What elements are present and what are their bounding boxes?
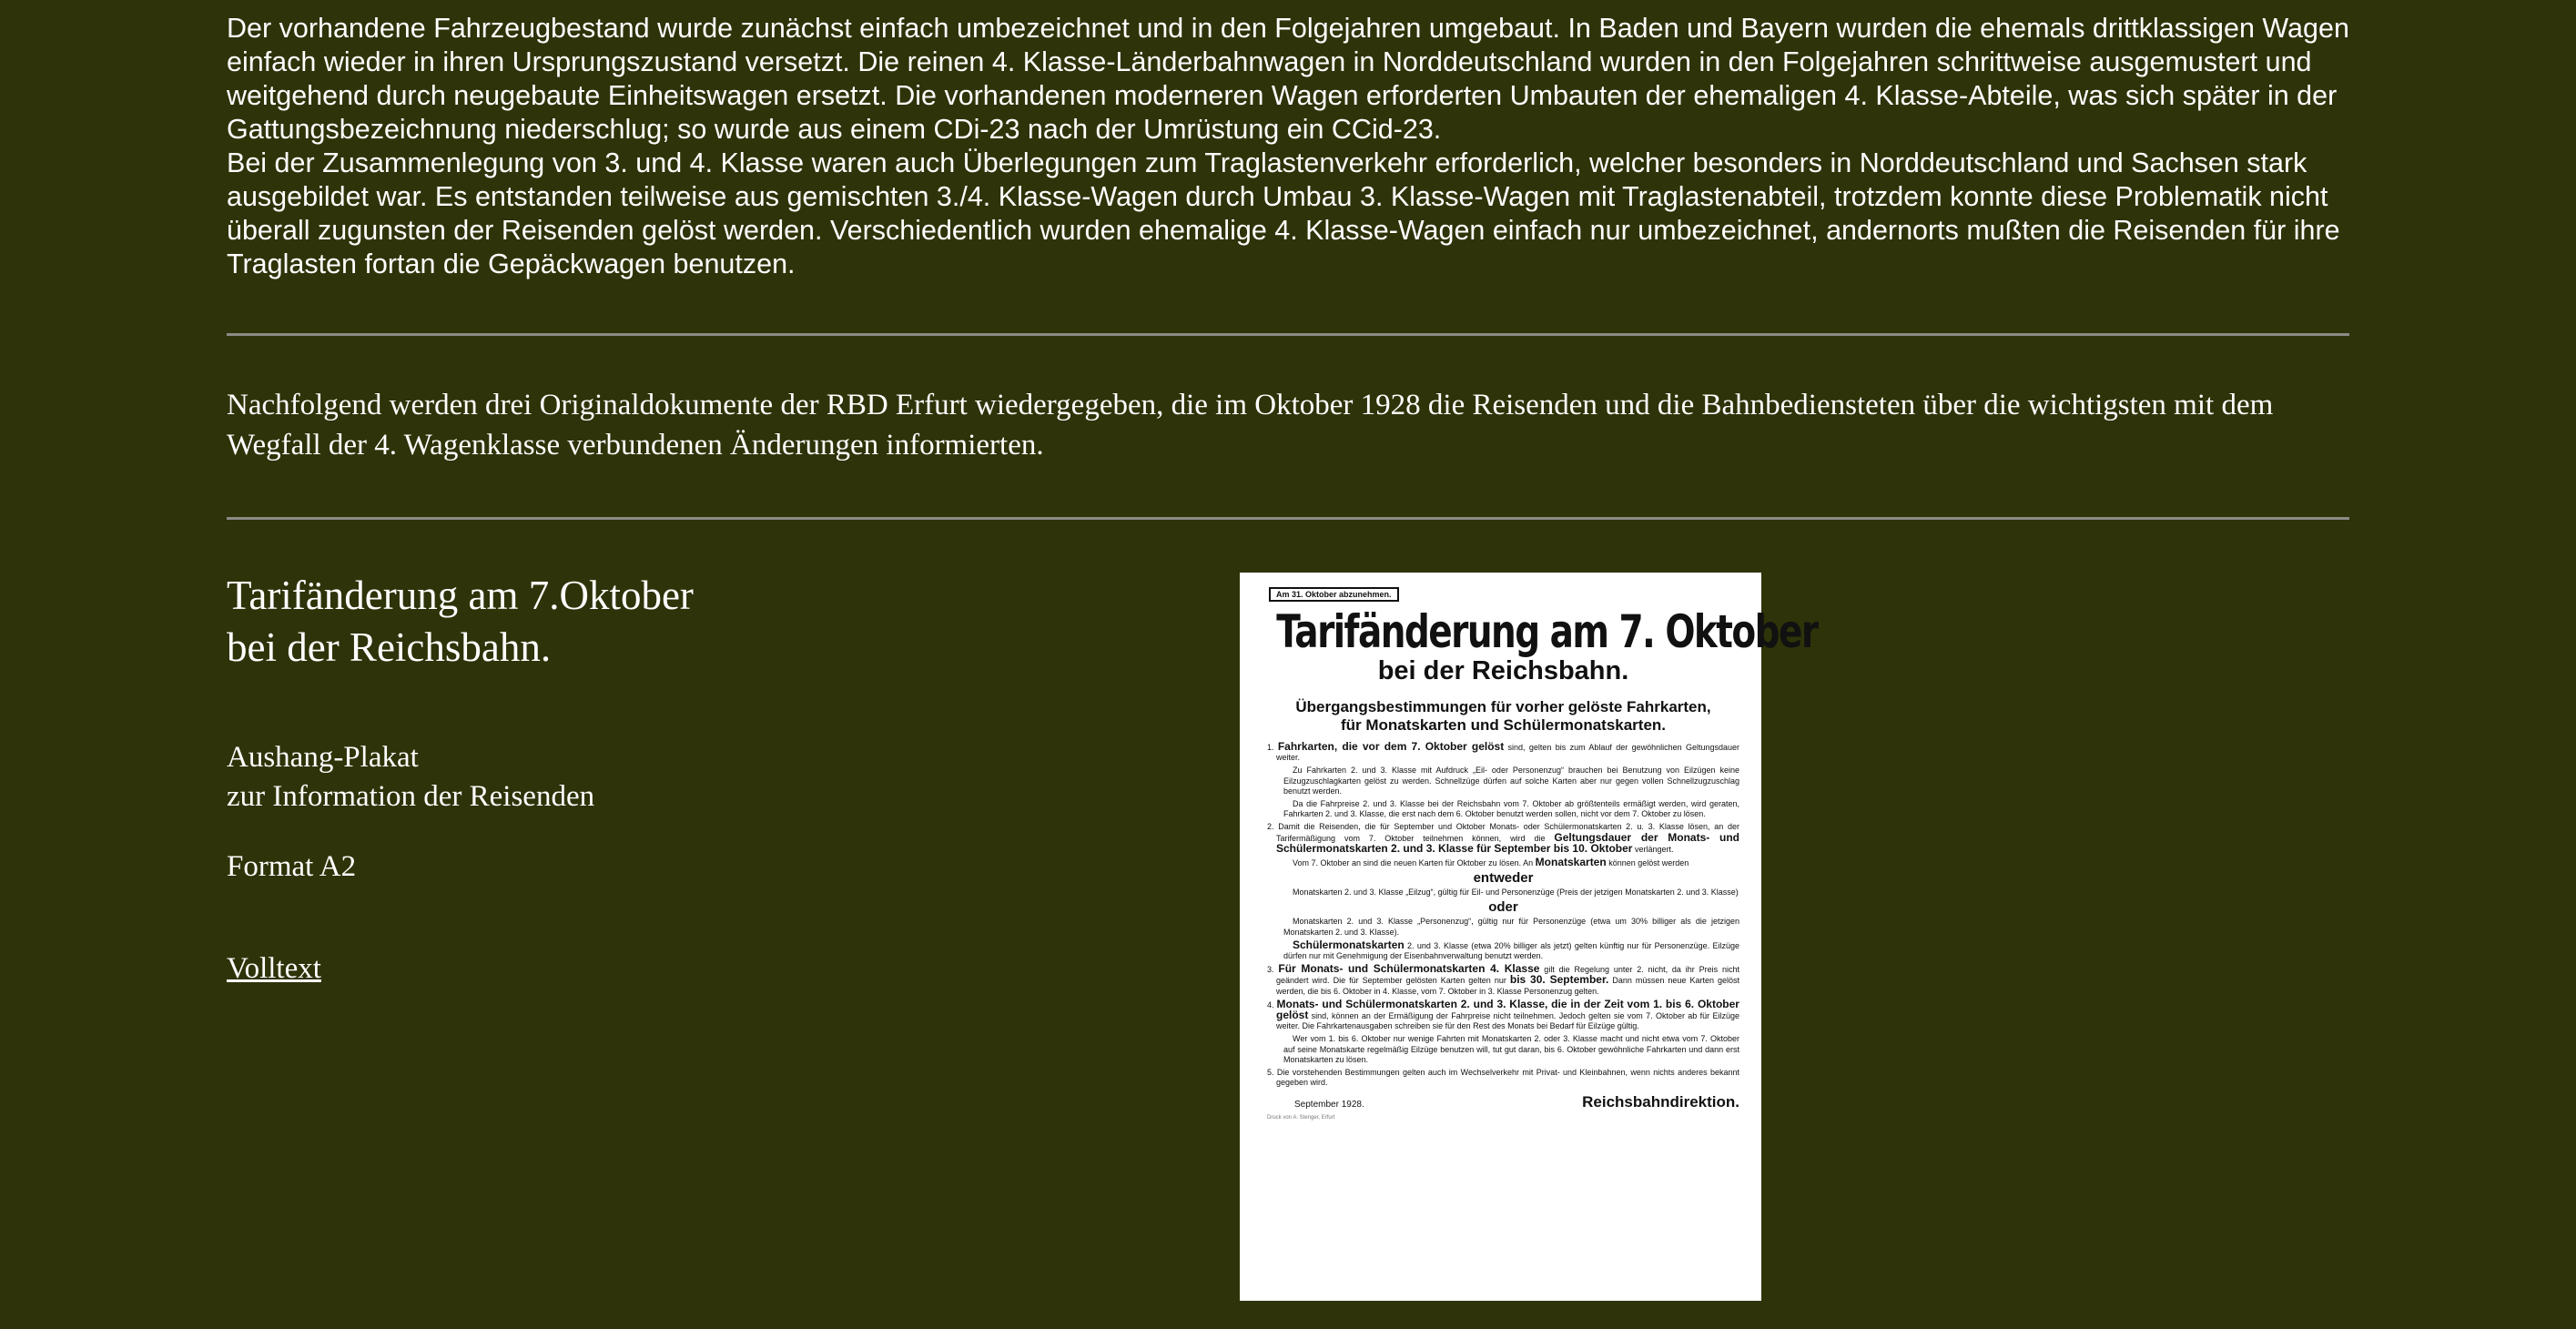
poster-para-4-num: 4. (1267, 999, 1274, 1009)
poster-date: September 1928. (1294, 1100, 1364, 1111)
document-description-line-2: zur Information der Reisenden (227, 780, 595, 813)
poster-or-text: Monatskarten 2. und 3. Klasse „Personenzug“, gültig nur für Personenzüge (etwa um 30% billiger als die jetzigen Monatskarten 2. und 3. Klasse). (1283, 917, 1739, 937)
poster-signature: Reichsbahndirektion. (1582, 1093, 1739, 1111)
poster-para-1-bold: Fahrkarten, die vor dem 7. Oktober gelöst (1277, 740, 1505, 753)
poster-para-4 (1267, 999, 1739, 1032)
poster-heading-line-1: Übergangsbestimmungen für vorher gelöste Fahrkarten, (1295, 698, 1711, 715)
document-title-line-2: bei der Reichsbahn. (227, 624, 552, 670)
poster-para-3 (1267, 964, 1739, 997)
poster-para-2b (1267, 857, 1739, 868)
poster-para-1c: Da die Fahrpreise 2. und 3. Klasse bei der Reichsbahn vom 7. Oktober ab größtenteils ermäßigt werden, wird geraten, Fahrkarten 2. und 3. Klasse, die erst nach dem 6. Oktober benutzt werden sollen, nicht vor dem 7. Oktober zu lösen. (1283, 799, 1739, 819)
divider-1 (227, 333, 2349, 336)
fulltext-link[interactable]: Volltext (227, 952, 321, 985)
poster-para-1 (1267, 742, 1739, 763)
poster-image[interactable] (1240, 573, 1818, 1301)
poster-heading-line-2: für Monatskarten und Schülermonatskarten. (1340, 716, 1667, 734)
poster-para-2b-text: Vom 7. Oktober an sind die neuen Karten für Oktober zu lösen. An (1293, 858, 1536, 868)
document-title (227, 570, 694, 674)
poster-stamp: Am 31. Oktober abzunehmen. (1269, 587, 1399, 602)
poster-para-5 (1267, 1068, 1739, 1088)
poster-school (1267, 940, 1739, 961)
poster-para-1b: Zu Fahrkarten 2. und 3. Klasse mit Aufdruck „Eil- oder Personenzug“ brauchen bei Benutzung von Eilzügen keine Eilzugzuschlagkarten gelöst zu werden. Schnellzüge dürfen auf solche Karten aber nur gegen vollen Schnellzugzuschlag benutzt werden. (1283, 766, 1739, 796)
poster-para-3-tail: Dann müssen neue Karten gelöst werden, die bis 6. Oktober in 4. Klasse, vom 7. Oktober in 3. Klasse Personenzug gelten. (1276, 976, 1739, 996)
poster-para-4-bold: Monats- und Schülermonatskarten 2. und 3. Klasse, die in der Zeit vom 1. bis 6. Oktober gelöst (1276, 997, 1739, 1022)
document-format: Format A2 (227, 850, 357, 883)
poster-printer: Druck von A. Stenger, Erfurt (1267, 1115, 1335, 1121)
document-description (227, 738, 594, 817)
poster-para-1-text: sind, gelten bis zum Ablauf der gewöhnlichen Geltungsdauer weiter. (1276, 743, 1739, 763)
intro-section (227, 0, 2349, 281)
poster-para-3-bold2: bis 30. September. (1509, 973, 1609, 987)
poster-para-2-bold: Geltungsdauer der Monats- und Schülermonatskarten 2. und 3. Klasse für September bis 10. Oktober (1276, 830, 1739, 855)
poster-para-5-text: Die vorstehenden Bestimmungen gelten auch im Wechselverkehr mit Privat- und Kleinbahnen, wenn nichts anderes bekannt gegeben wird. (1276, 1068, 1739, 1088)
poster-para-3-num: 3. (1267, 965, 1274, 975)
poster-or: oder (1488, 899, 1518, 916)
poster-para-2-tail: verlängert. (1632, 844, 1674, 854)
poster-para-4-text: sind, können an der Ermäßigung der Fahrpreise nicht teilnehmen. Jedoch gelten sie vom 7. Oktober ab für Eilzüge weiter. Die Fahrkartenausgaben schreiben sie für den Rest des Monats bei Bedarf für Eilzüge gültig. (1276, 1011, 1739, 1031)
documents-notice: Nachfolgend werden drei Originaldokumente der RBD Erfurt wiedergegeben, die im Oktober 1928 die Reisenden und die Bahnbediensteten über die wichtigsten mit dem Wegfall der 4. Wagenklasse verbundenen Änderungen informierten. (227, 389, 2274, 462)
poster-para-3-bold: Für Monats- und Schülermonatskarten 4. Klasse (1278, 962, 1540, 976)
poster-para-2-num: 2. (1267, 822, 1274, 832)
poster-para-2b-tail: können gelöst werden (1606, 858, 1689, 868)
intro-paragraph-1: Der vorhandene Fahrzeugbestand wurde zunächst einfach umbezeichnet und in den Folgejahren umgebaut. In Baden und Bayern wurden die ehemals drittklassigen Wagen einfach wieder in ihren Ursprungszustand versetzt. Die reinen 4. Klasse-Länderbahnwagen in Norddeutschland wurden in den Folgejahren schrittweise ausgemustert und weitgehend durch neugebaute Einheitswagen ersetzt. Die vorhandenen moderneren Wagen erforderten Umbauten der ehemaligen 4. Klasse-Abteile, was sich später in der Gattungsbezeichnung niederschlug; so wurde aus einem CDi-23 nach der Umrüstung ein CCid-23. (227, 13, 2349, 145)
intro-text (227, 0, 2349, 281)
document-description-line-1: Aushang-Plakat (227, 741, 419, 774)
poster-either: entweder (1473, 870, 1534, 887)
poster-para-2b-bold: Monatskarten (1535, 856, 1607, 869)
poster-para-2-text: Damit die Reisenden, die für September und Oktober Monats- oder Schülermonatskarten 2. u. 3. Klasse lösen, an der Tarifermäßigung vom 7. Oktober teilnehmen können, wird die (1276, 822, 1739, 843)
poster-para-2 (1267, 822, 1739, 855)
poster-para-3-text: gilt die Regelung unter 2. nicht, da ihr Preis nicht geändert wird. Die für September gelösten Karten gelten nur (1276, 965, 1739, 986)
poster-para-1-num: 1. (1267, 743, 1274, 752)
poster-school-bold: Schülermonatskarten (1293, 938, 1405, 951)
document-title-line-1: Tarifänderung am 7.Oktober (227, 573, 694, 618)
divider-2 (227, 517, 2349, 520)
poster-para-5-num: 5. (1267, 1068, 1274, 1078)
poster-title: Tarifänderung am 7. Oktober (1276, 605, 1818, 658)
poster-footer (1267, 1093, 1739, 1111)
poster-heading (1267, 698, 1739, 735)
poster-para-4b: Wer vom 1. bis 6. Oktober nur wenige Fahrten mit Monatskarten 2. oder 3. Klasse macht und nicht etwa vom 7. Oktober auf seine Monatskarte regelmäßig Eilzüge benutzen will, tut gut daran, bis 6. Oktober gewöhnliche Fahrkarten und dann erst Monatskarten zu lösen. (1283, 1034, 1739, 1064)
poster-school-text: 2. und 3. Klasse (etwa 20% billiger als jetzt) gelten künftig nur für Personenzüge. Eilzüge dürfen nur mit Genehmigung der Eisenbahnverwaltung benutzt werden. (1283, 940, 1739, 961)
poster-subtitle: bei der Reichsbahn. (1377, 656, 1629, 685)
poster-either-text: Monatskarten 2. und 3. Klasse „Eilzug“, gültig für Eil- und Personenzüge (Preis der jetzigen Monatskarten 2. und 3. Klasse) (1293, 888, 1739, 898)
intro-paragraph-2: Bei der Zusammenlegung von 3. und 4. Klasse waren auch Überlegungen zum Traglastenverkehr erforderlich, welcher besonders in Norddeutschland und Sachsen stark ausgebildet war. Es entstanden teilweise aus gemischten 3./4. Klasse-Wagen durch Umbau 3. Klasse-Wagen mit Traglastenabteil, trotzdem konnte diese Problematik nicht überall zugunsten der Reisenden gelöst werden. Verschiedentlich wurden ehemalige 4. Klasse-Wagen einfach nur umbezeichnet, andernorts mußten die Reisenden für ihre Traglasten fortan die Gepäckwagen benutzen. (227, 147, 2340, 279)
